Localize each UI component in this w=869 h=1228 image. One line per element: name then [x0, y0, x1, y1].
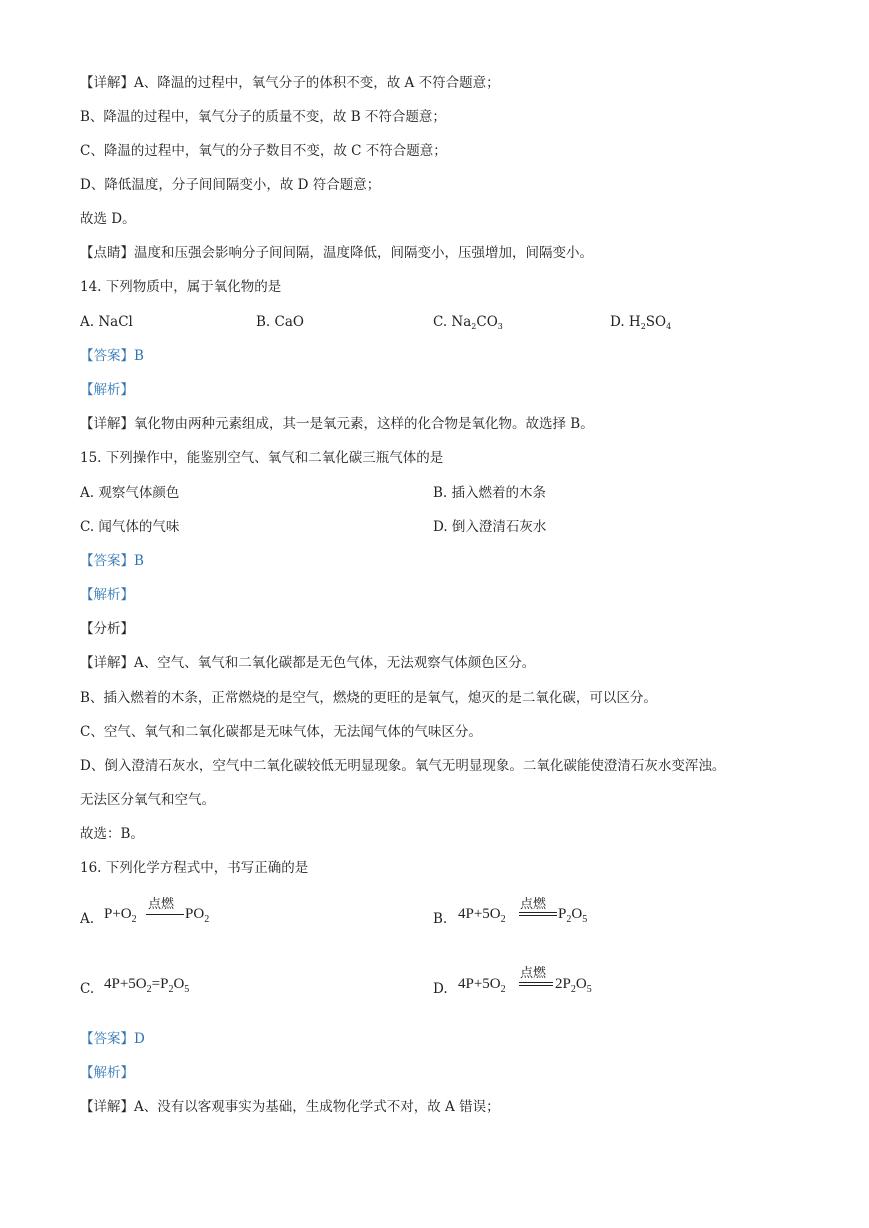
q16-analysis-label: 【解析】: [80, 1065, 134, 1081]
q15-option-d: D. 倒入澄清石灰水: [433, 519, 547, 535]
q16-eq-d-sub3: 5: [586, 984, 592, 995]
q16-eq-d-sub2: 2: [570, 984, 576, 995]
q16-eq-c-o: O: [173, 976, 185, 992]
detail-line-a: 【详解】A、降温的过程中，氧气分子的体积不变，故 A 不符合题意；: [80, 75, 500, 91]
q16-eq-b-reactant: 4P+5O: [458, 906, 501, 922]
q16-option-d-label: D.: [433, 981, 448, 997]
q16-eq-c-sub3: 5: [184, 984, 190, 995]
q16-option-c-label: C.: [80, 981, 95, 997]
q16-eq-d-left: [458, 976, 506, 995]
q16-eq-b-sub1: 2: [500, 914, 506, 925]
q16-eq-c-reactant: 4P+5O: [104, 976, 147, 992]
q15-answer: 【答案】B: [80, 553, 144, 569]
q16-eq-b-right: [558, 906, 587, 925]
q16-eq-d-right: [555, 976, 592, 995]
q15-fenxi-label: 【分析】: [80, 621, 134, 637]
q16-eq-a-right: [185, 906, 209, 925]
q16-answer: 【答案】D: [80, 1031, 145, 1047]
q16-eq-b-o: O: [571, 906, 583, 922]
q14-c-prefix: C. Na: [433, 314, 472, 330]
q14-d-mid: SO: [645, 314, 667, 330]
q16-option-a-label: A.: [80, 911, 95, 927]
q16-detail: 【详解】A、没有以客观事实为基础，生成物化学式不对，故 A 错误；: [80, 1099, 500, 1115]
q14-d-sub1: 2: [640, 322, 646, 331]
q16-eq-a-product: PO: [185, 906, 205, 922]
q14-c-sub1: 2: [471, 322, 477, 331]
q15-detail-b: B、插入燃着的木条，正常燃烧的是空气，燃烧的更旺的是氧气，熄灭的是二氧化碳，可以区分。: [80, 690, 657, 706]
q14-c-mid: CO: [476, 314, 498, 330]
q16-eq-a-left: [104, 906, 137, 925]
q15-detail-d-cont: 无法区分氧气和空气。: [80, 792, 215, 808]
q16-eq-b-equals: [519, 912, 557, 916]
q14-answer: 【答案】B: [80, 348, 144, 364]
q14-d-prefix: D. H: [610, 314, 641, 330]
q16-eq-c-sub2: 2: [168, 984, 174, 995]
q16-eq-a-sub1: 2: [131, 914, 137, 925]
q15-option-c: C. 闻气体的气味: [80, 519, 180, 535]
q15-stem: 15. 下列操作中，能鉴别空气、氧气和二氧化碳三瓶气体的是: [80, 450, 444, 466]
q16-stem: 16. 下列化学方程式中，书写正确的是: [80, 860, 309, 876]
q14-detail: 【详解】氧化物由两种元素组成，其一是氧元素，这样的化合物是氧化物。故选择 B。: [80, 416, 594, 432]
q15-detail-c: C、空气、氧气和二氧化碳都是无味气体，无法闻气体的气味区分。: [80, 724, 482, 740]
q16-option-b-label: B.: [433, 911, 448, 927]
q16-eq-d-equals: [519, 982, 553, 986]
q16-eq-c-sub1: 2: [146, 984, 152, 995]
q16-eq-b-sub3: 5: [582, 914, 588, 925]
q15-option-b: B. 插入燃着的木条: [433, 485, 547, 501]
q16-eq-b-condition: 点燃: [520, 897, 547, 912]
q16-eq-a-sub2: 2: [204, 914, 210, 925]
q15-option-a: A. 观察气体颜色: [80, 485, 180, 501]
q14-c-sub2: 3: [497, 322, 503, 331]
detail-line-c: C、降温的过程中，氧气的分子数目不变，故 C 不符合题意；: [80, 143, 447, 159]
q16-eq-a-arrow: [146, 914, 184, 915]
q16-eq-d-reactant: 4P+5O: [458, 976, 501, 992]
q16-eq-b-left: [458, 906, 506, 925]
q14-option-a: A. NaCl: [80, 314, 133, 330]
q16-eq-b-p: P: [558, 906, 567, 922]
q16-eq-d-o: O: [575, 976, 587, 992]
q16-eq-a-condition: 点燃: [148, 897, 175, 912]
q15-choose: 故选：B。: [80, 826, 144, 842]
q16-eq-d-sub1: 2: [500, 984, 506, 995]
choose-line: 故选 D。: [80, 211, 136, 227]
q14-analysis-label: 【解析】: [80, 382, 134, 398]
q15-detail-a: 【详解】A、空气、氧气和二氧化碳都是无色气体，无法观察气体颜色区分。: [80, 655, 536, 671]
q16-eq-b-sub2: 2: [566, 914, 572, 925]
q16-eq-d-condition: 点燃: [520, 966, 547, 981]
q16-eq-d-p: 2P: [555, 976, 571, 992]
q14-option-b: B. CaO: [256, 314, 304, 330]
detail-line-d: D、降低温度，分子间间隔变小，故 D 符合题意；: [80, 177, 381, 193]
q16-eq-c-p: =P: [151, 976, 169, 992]
q15-analysis-label: 【解析】: [80, 587, 134, 603]
detail-line-b: B、降温的过程中，氧气分子的质量不变，故 B 不符合题意；: [80, 109, 446, 125]
q14-option-c: [433, 313, 503, 336]
q15-detail-d: D、倒入澄清石灰水，空气中二氧化碳较低无明显现象。氧气无明显现象。二氧化碳能使澄清石灰水变浑浊。: [80, 758, 726, 774]
q14-option-d: [610, 313, 671, 336]
q14-stem: 14. 下列物质中，属于氧化物的是: [80, 279, 282, 295]
q16-eq-a-reactant: P+O: [104, 906, 132, 922]
comment-line: 【点睛】温度和压强会影响分子间间隔，温度降低，间隔变小，压强增加，间隔变小。: [80, 245, 593, 261]
q16-eq-c: [104, 976, 189, 995]
q14-d-sub2: 4: [666, 322, 672, 331]
